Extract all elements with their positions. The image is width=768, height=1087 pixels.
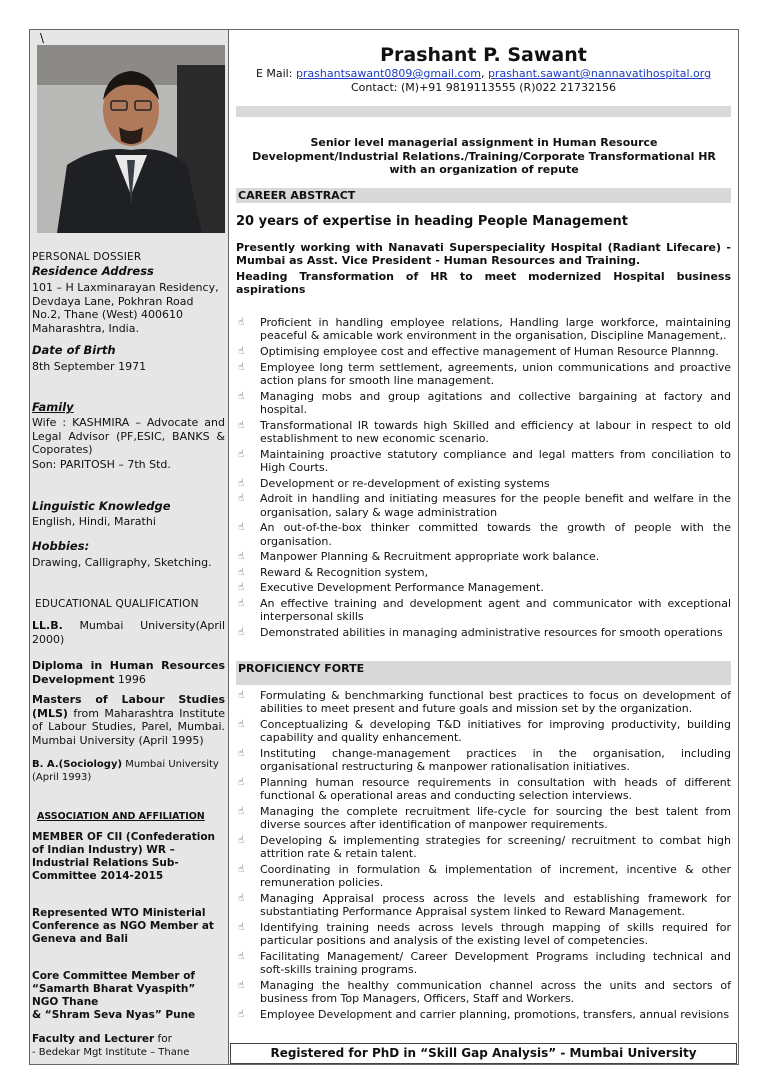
hand-bullet-icon: ☝: [238, 835, 245, 846]
current-position: Presently working with Nanavati Superspeciality Hospital (Radiant Lifecare) - Mumbai as Asst. Vice President - Human Resources and Training.: [236, 241, 731, 268]
list-item: [236, 477, 731, 490]
hand-bullet-icon: ☝: [238, 626, 245, 638]
career-abstract-heading: CAREER ABSTRACT: [236, 188, 731, 203]
career-objective: Senior level managerial assignment in Human Resource Development/Industrial Relations./Training/Corporate Transformational HR with an organization of repute: [252, 136, 716, 176]
list-item: [236, 448, 731, 475]
list-item: [236, 718, 731, 745]
list-item: [236, 863, 731, 890]
list-item: [236, 689, 731, 716]
association-heading: ASSOCIATION AND AFFILIATION: [37, 811, 205, 822]
list-item-text: An effective training and development agent and communicator with exceptional interpersonal skills: [260, 596, 731, 624]
edu-ba-degree: B. A.(Sociology): [32, 759, 123, 770]
career-abstract-list: [236, 316, 731, 642]
faculty: [32, 1033, 225, 1046]
hand-bullet-icon: ☝: [238, 1009, 245, 1020]
hand-bullet-icon: ☝: [238, 806, 245, 817]
hand-bullet-icon: ☝: [238, 582, 245, 594]
edu-llb-degree: LL.B.: [32, 619, 63, 632]
assoc-shram: & “Shram Seva Nyas” Pune: [32, 1009, 196, 1021]
edu-llb-detail: Mumbai University(April 2000): [32, 619, 225, 646]
edu-llb: [32, 619, 225, 646]
hand-bullet-icon: ☝: [238, 980, 245, 991]
email-label: E Mail:: [255, 67, 296, 80]
hand-bullet-icon: ☝: [238, 597, 245, 609]
education-heading: EDUCATIONAL QUALIFICATION: [35, 598, 199, 610]
email-link-work[interactable]: prashant.sawant@nannavatihospital.org: [487, 67, 712, 80]
list-item: [236, 950, 731, 977]
list-item: [236, 521, 731, 548]
list-item-text: Planning human resource requirements in consultation with heads of different functional & operational areas and conducting selection interviews.: [260, 776, 731, 803]
list-item: [236, 345, 731, 358]
list-item-text: Managing mobs and group agitations and collective bargaining at factory and hospital.: [260, 389, 731, 416]
list-item-text: Developing & implementing strategies for screening/ recruitment to combat high attrition rate & retain talent.: [260, 834, 731, 861]
faculty-item: - Bedekar Mgt Institute – Thane: [32, 1047, 190, 1058]
proficiency-list: [236, 689, 731, 1024]
list-item-text: Employee Development and carrier planning, promotions, transfers, annual revisions: [260, 1008, 730, 1021]
hand-bullet-icon: ☝: [238, 522, 245, 534]
list-item-text: Proficient in handling employee relations, Handling large workforce, maintaining peaceful & amicable work environment in the organisation, Discipline Management,.: [260, 316, 731, 343]
corner-mark: \: [40, 31, 45, 45]
hand-bullet-icon: ☝: [238, 346, 245, 357]
candidate-name: Prashant P. Sawant: [380, 44, 587, 66]
list-item-text: Reward & Recognition system,: [260, 565, 429, 579]
list-item: [236, 1008, 731, 1021]
email-link-personal[interactable]: prashantsawant0809@gmail.com: [295, 67, 481, 80]
list-item: [236, 747, 731, 774]
hand-bullet-icon: ☝: [238, 390, 245, 402]
hand-bullet-icon: ☝: [238, 551, 245, 563]
list-item-text: Optimising employee cost and effective management of Human Resource Plannng.: [260, 345, 719, 358]
list-item-text: Adroit in handling and initiating measures for the people benefit and welfare in the organisation, salary & wage administration: [260, 492, 731, 519]
hand-bullet-icon: ☝: [238, 419, 245, 431]
sidebar: [30, 30, 229, 1064]
residence-address: 101 – H Laxminarayan Residency, Devdaya Lane, Pokhran Road No.2, Thane (West) 400610 Maharashtra, India.: [32, 281, 219, 335]
list-item-text: Demonstrated abilities in managing administrative resources for smooth operations: [260, 625, 723, 639]
list-item: [236, 776, 731, 803]
list-item: [236, 566, 731, 579]
list-item-text: Identifying training needs across levels through mapping of skills required for particular positions and analysis of the existing level of competencies.: [260, 921, 731, 948]
hand-bullet-icon: ☝: [238, 448, 245, 460]
list-item-text: Employee long term settlement, agreements, union communications and proactive action plans for smooth line management.: [260, 360, 731, 387]
email-line: [229, 67, 738, 80]
assoc-wto: Represented WTO Ministerial Conference as NGO Member at Geneva and Bali: [32, 907, 214, 945]
hand-bullet-icon: ☝: [238, 719, 245, 730]
family-label: Family: [32, 400, 74, 414]
list-item-text: Maintaining proactive statutory compliance and legal matters from conciliation to High Courts.: [260, 447, 731, 474]
hand-bullet-icon: ☝: [238, 317, 245, 328]
list-item: [236, 361, 731, 388]
list-item: [236, 316, 731, 343]
main-content: [229, 30, 738, 1064]
edu-mls: [32, 693, 225, 747]
list-item-text: Development or re-development of existing systems: [260, 476, 550, 490]
list-item: [236, 626, 731, 639]
list-item-text: Managing the complete recruitment life-cycle for sourcing the best talent from diverse sources after identification of manpower requirements.: [260, 805, 731, 832]
resume-page: [29, 29, 739, 1065]
edu-mls-degree: Masters of Labour Studies (MLS): [32, 693, 225, 720]
list-item-text: Executive Development Performance Management.: [260, 581, 544, 595]
hand-bullet-icon: ☝: [238, 477, 245, 489]
profile-photo: [37, 45, 225, 233]
family-wife: Wife : KASHMIRA – Advocate and Legal Advisor (PF,ESIC, BANKS & Coporates): [32, 416, 225, 457]
hand-bullet-icon: ☝: [238, 893, 245, 904]
hand-bullet-icon: ☝: [238, 777, 245, 788]
email-separator: ,: [480, 67, 488, 80]
edu-ba: [32, 759, 225, 784]
list-item-text: Managing the healthy communication channel across the units and sectors of business from Top Managers, Officers, Staff and Workers.: [260, 979, 731, 1006]
edu-ba-detail: Mumbai University (April 1993): [32, 759, 219, 783]
hand-bullet-icon: ☝: [238, 922, 245, 933]
hobbies-value: Drawing, Calligraphy, Sketching.: [32, 556, 212, 569]
edu-diploma-detail: 1996: [114, 672, 146, 686]
hand-bullet-icon: ☝: [238, 566, 245, 578]
list-item-text: Instituting change-management practices in the organisation, including organisational restructuring & manpower rationalisation initiatives.: [260, 747, 731, 774]
heading-transformation: Heading Transformation of HR to meet modernized Hospital business aspirations: [236, 270, 731, 297]
list-item-text: Transformational IR towards high Skilled and efficiency at labour in respect to old establishment to new economic scenario.: [260, 418, 731, 445]
dob-value: 8th September 1971: [32, 360, 147, 373]
hand-bullet-icon: ☝: [238, 690, 245, 701]
list-item: [236, 581, 731, 594]
list-item-text: Coordinating in formulation & implementation of increment, incentive & other remuneration policies.: [260, 863, 731, 890]
list-item: [236, 805, 731, 832]
list-item-text: Conceptualizing & developing T&D initiatives for improving productivity, building capability and quality enhancement.: [260, 718, 731, 745]
list-item: [236, 390, 731, 417]
career-tagline: 20 years of expertise in heading People Management: [236, 214, 628, 229]
languages-value: English, Hindi, Marathi: [32, 515, 156, 528]
list-item-text: Manpower Planning & Recruitment appropriate work balance.: [260, 550, 600, 564]
hand-bullet-icon: ☝: [238, 864, 245, 875]
assoc-samarth: Core Committee Member of “Samarth Bharat Vyaspith” NGO Thane: [32, 970, 196, 1008]
list-item: [236, 419, 731, 446]
list-item: [236, 892, 731, 919]
contact-line: Contact: (M)+91 9819113555 (R)022 21732156: [351, 81, 616, 94]
edu-diploma-degree: Diploma in Human Resources Development: [32, 659, 225, 686]
list-item: [236, 550, 731, 563]
list-item: [236, 597, 731, 624]
faculty-label: Faculty and Lecturer: [32, 1033, 155, 1045]
list-item: [236, 921, 731, 948]
residence-label: Residence Address: [32, 264, 154, 278]
hand-bullet-icon: ☝: [238, 493, 245, 505]
hand-bullet-icon: ☝: [238, 951, 245, 962]
list-item: [236, 979, 731, 1006]
list-item-text: Formulating & benchmarking functional best practices to focus on development of abilities to meet present and future goals and mission set by the organization.: [260, 689, 731, 716]
list-item: [236, 492, 731, 519]
edu-diploma: [32, 659, 225, 686]
list-item: [236, 834, 731, 861]
list-item-text: Managing Appraisal process across the levels and establishing framework for substantiating Performance Appraisal system linked to Reward Management.: [260, 892, 731, 919]
hobbies-label: Hobbies:: [32, 539, 90, 553]
proficiency-heading: PROFICIENCY FORTE: [236, 661, 731, 685]
linguistic-label: Linguistic Knowledge: [32, 499, 171, 513]
divider-band: [236, 106, 731, 117]
phd-footer: Registered for PhD in “Skill Gap Analysis” - Mumbai University: [230, 1043, 737, 1064]
family-son: Son: PARITOSH – 7th Std.: [32, 458, 171, 471]
personal-dossier-heading: PERSONAL DOSSIER: [32, 251, 142, 263]
dob-label: Date of Birth: [32, 343, 116, 357]
hand-bullet-icon: ☝: [238, 361, 245, 373]
list-item-text: Facilitating Management/ Career Development Programs including technical and soft-skills training programs.: [260, 950, 731, 977]
faculty-for: for: [154, 1033, 172, 1045]
portrait-illustration: [37, 45, 225, 233]
assoc-cii: MEMBER OF CII (Confederation of Indian Industry) WR – Industrial Relations Sub-Committee 2014-2015: [32, 831, 216, 882]
hand-bullet-icon: ☝: [238, 748, 245, 759]
edu-mls-detail: from Maharashtra Institute of Labour Studies, Parel, Mumbai. Mumbai University (April 1995): [32, 706, 225, 747]
list-item-text: An out-of-the-box thinker committed towards the growth of people with the organisation.: [260, 521, 731, 548]
